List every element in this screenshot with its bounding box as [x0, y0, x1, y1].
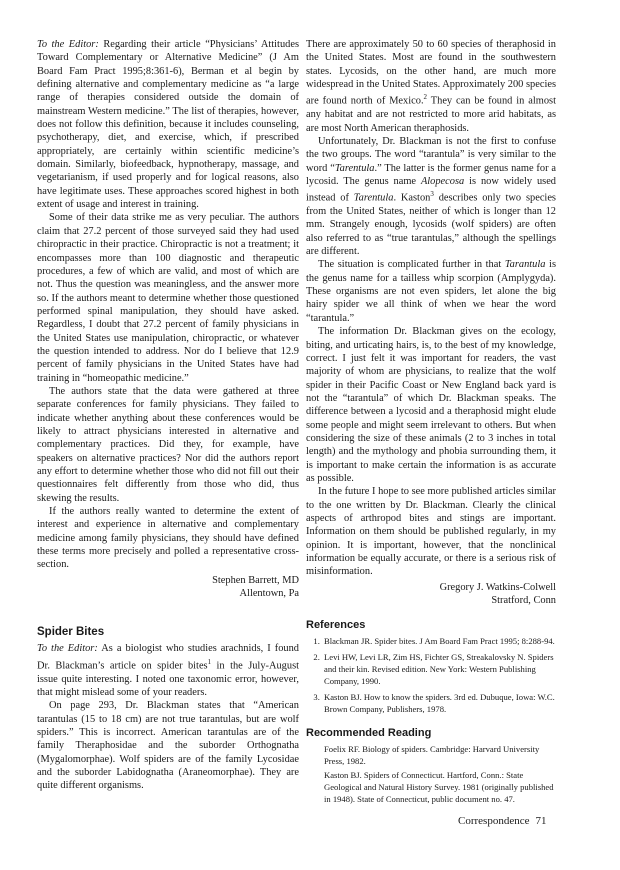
letter2-paragraph-2: On page 293, Dr. Blackman states that “American tarantulas (15 to 18 cm) are not true tarantulas, but are wolf spiders.” This is incorrect. American tarantulas are of the family Theraphosidae and the suborder Orthognatha (Mygalomorphae). Wolf spiders are of the family Lycosidae and the suborder Labidognatha (Araneomorphae). They are quite different organisms. — [37, 700, 299, 792]
reference-item: 1. Blackman JR. Spider bites. J Am Board Fam Pract 1995; 8:288-94. — [322, 635, 556, 647]
p4-text-b: .” The latter is the former genus name for a lycosid. The genus name — [306, 162, 556, 187]
letter2-paragraph-1-text-a: As a biologist who studies arachnids, I found Dr. Blackman’s article on spider bites — [37, 643, 299, 672]
recommended-reading-list — [306, 743, 556, 805]
recommended-reading-heading: Recommended Reading — [306, 727, 432, 740]
reference-item: 3. Kaston BJ. How to know the spiders. 3rd ed. Dubuque, Iowa: W.C. Brown Company, Publishers, 1978. — [322, 691, 556, 715]
p4-text-e: describes only two species from the United States, neither of which is longer than 12 mm. Strangely enough, lycosids (wolf spiders) are often also referred to as “true tarantulas,” although the spellings are different. — [306, 192, 556, 258]
right-column — [306, 38, 556, 807]
letter2-paragraph-5 — [306, 258, 556, 325]
letter2-signature — [306, 581, 556, 608]
p5-text-a: The situation is complicated further in that — [318, 259, 505, 271]
letter1-paragraph-4: If the authors really wanted to determine the extent of interest and experience in alternative and complementary medicine among family physicians, they should have defined these terms more precisely and polled a representative cross-section. — [37, 506, 299, 571]
genus-tarentula: Tarentula — [334, 162, 375, 174]
section-title-spider-bites: Spider Bites — [37, 626, 105, 639]
genus-tarentula-2: Tarentula — [353, 192, 394, 204]
letter2-citation-3: 3 — [430, 190, 434, 199]
p4-text-d: . Kaston — [393, 192, 431, 204]
recommended-item: Foelix RF. Biology of spiders. Cambridge: Harvard University Press, 1982. — [324, 744, 540, 767]
letter2-paragraph-3 — [306, 38, 556, 135]
letter1-salutation: To the Editor: — [37, 39, 99, 50]
letter1-signature — [37, 574, 299, 601]
letter2-paragraph-3-tail: They can be found in almost any habitat and are not restricted to more arid habitats, as are most North American theraphosids. — [306, 95, 556, 134]
letter2-paragraph-3-text: There are approximately 50 to 60 species of theraphosid in the United States. Most are found in the southwestern states. Lycosids, on the other hand, are much more widespread in the United States. Approximately 200 species are found north of Mexico. — [306, 39, 556, 107]
letter2-location: Stratford, Conn — [491, 595, 556, 607]
letter2-paragraph-7: In the future I hope to see more published articles similar to the one written by Dr. Blackman. Clearly the clinical aspects of arthropod bites and stings are important. Information on them should be published regularly, in my opinion. It is important, however, that the nonclinical information be equally accurate, or there is a serious risk of misinformation. — [306, 486, 556, 578]
letter1-paragraph-3: The authors state that the data were gathered at three separate conferences for family physicians. They failed to indicate whether anything about these conferences would be likely to attract physicians interested in alternative and complementary practices. Did they, for example, have speakers on alternative practices? Nor did the authors report any effort to determine whether those who did not fill out their questionnaires felt differently from those who did, thus skewing the results. — [37, 385, 299, 504]
letter2-citation-1: 1 — [207, 657, 212, 666]
letter2-paragraph-4 — [306, 135, 556, 259]
p4-text-a: Unfortunately, Dr. Blackman is not the first to confuse the two groups. The word “tarantula” is very similar to the word “ — [306, 135, 556, 174]
left-column — [37, 38, 299, 793]
letter2-citation-2: 2 — [423, 93, 428, 102]
reference-item: 2. Levi HW, Levi LR, Zim HS, Fichter GS, Streakalovsky N. Spiders and their kin. Revised edition. New York: Western Publishing Company, 1990. — [322, 651, 556, 687]
letter1-author: Stephen Barrett, MD — [212, 574, 299, 586]
page-number: 71 — [535, 815, 547, 827]
references-heading: References — [306, 619, 366, 632]
letter2-paragraph-1-text-b: in the July-August issue quite interesting. I noted one taxonomic error, however, that might mislead some of your readers. — [37, 660, 299, 698]
genus-tarantula: Tarantula — [504, 259, 546, 271]
letter2-paragraph-1 — [37, 642, 299, 699]
letter2-paragraph-6: The information Dr. Blackman gives on the ecology, biting, and urticating hairs, is, to the best of my knowledge, correct. I just felt it was important for readers, the vast majority of whom are physicians, to realize that the wolf spider in their Pacific Coast or New England back yard is not the “tarantula” of which Dr. Blackman speaks. The difference between a lycosid and a theraphosid might elude some people and might seem irrelevant to others. But when considering the size of these animals (2 to 3 inches in total length) and the mythology and phobia surrounding them, it is important to make certain the information is as accurate as possible. — [306, 326, 556, 484]
page-footer — [458, 815, 578, 827]
p5-text-b: is the genus name for a tailless whip scorpion (Amplygyda). These organisms are not even spiders, let alone the big hairy spider we all think of when we hear the word “tarantula.” — [306, 259, 556, 324]
letter2-author: Gregory J. Watkins-Colwell — [439, 581, 556, 593]
references-list — [306, 635, 556, 715]
letter2-salutation: To the Editor: — [37, 643, 98, 655]
letter1-location: Allentown, Pa — [239, 588, 299, 600]
letter1-paragraph-1 — [37, 38, 299, 211]
letter1-paragraph-1-text: Regarding their article “Physicians’ Attitudes Toward Complementary or Alternative Medicine” (J Am Board Fam Pract 1995;8:361-6), Berman et al begin by defining alternative and complementary medicine as “a large range of therapies considered outside the domain of mainstream Western medicine.” The list of therapies, however, does not follow this definition, because it includes counseling, psychotherapy, diet, and exercise, which, if prescribed appropriately, are certainly within scientific medicine’s domain. Similarly, biofeedback, hypnotherapy, massage, and vegetarianism, if used properly and for logical reasons, also have legitimate uses. These approaches scored highest in both extent of usage and interest in training. — [37, 39, 299, 211]
recommended-item: Kaston BJ. Spiders of Connecticut. Hartford, Conn.: State Geological and Natural History Survey. 1981 (originally published in 1948). State of Connecticut, public document no. 47. — [324, 770, 554, 805]
footer-section: Correspondence — [458, 815, 530, 827]
letter1-paragraph-2: Some of their data strike me as very peculiar. The authors claim that 27.2 percent of those surveyed said they had used chiropractic in their practice. Chiropractic is not a treatment; it encompasses more than 100 diagnostic and therapeutic procedures, a few of which are valid, and most of which are not. Thus the question was meaningless, and the answer more so. If the authors meant to determine whether those questioned performed spinal manipulation, they should have asked. Regardless, I doubt that 27.2 percent of family physicians in the United States use manipulation, chiropractic, or whatever the question intended to address. Nor do I believe that 12.9 percent of family physicians in the United States have had training in “homeopathic medicine.” — [37, 212, 299, 384]
genus-alopecosa: Alopecosa — [420, 175, 465, 187]
p4-text-c: is now widely used instead of — [306, 175, 556, 204]
